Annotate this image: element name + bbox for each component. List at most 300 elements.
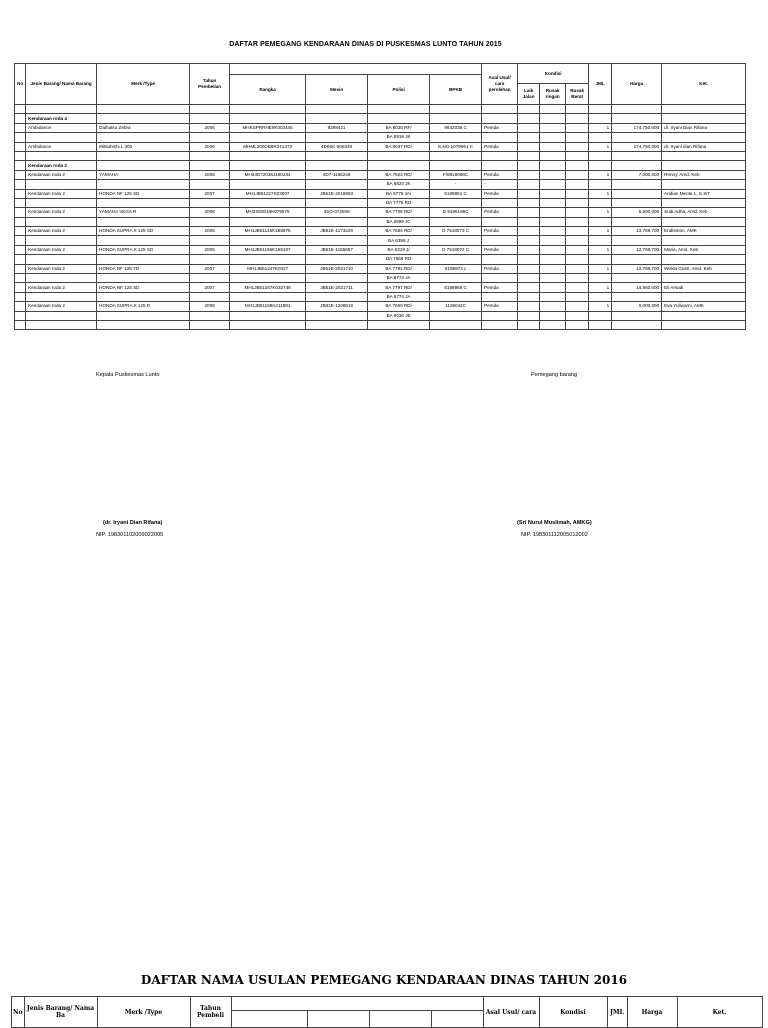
cell-merk [97, 255, 190, 264]
cell-harga: 14,960,000 [612, 283, 662, 292]
cell-tahun [190, 292, 230, 301]
table-row [15, 311, 746, 320]
cell-jenis [26, 311, 97, 320]
cell-rangka [230, 198, 306, 207]
cell-bpkb [430, 151, 482, 160]
cell-polisi: BA 7791 RD/ [368, 264, 430, 273]
left-signer-nip: NIP. 198301102009022005 [96, 532, 164, 538]
cell-polisi: BA 7708 RD/ [368, 208, 430, 217]
cell-mesin [306, 255, 368, 264]
spacer-cell [190, 105, 230, 114]
cell-rb [566, 151, 589, 160]
cell-rangka [230, 311, 306, 320]
cell-mesin [306, 161, 368, 170]
cell-ket [662, 320, 746, 329]
cell-bpkb [430, 292, 482, 301]
cell-harga: 6,500,000 [612, 208, 662, 217]
cell-jml: 1 [589, 189, 612, 198]
cell-no [15, 189, 26, 198]
right-signer-role: Pemegang barang [531, 372, 578, 378]
cell-no [15, 208, 26, 217]
cell-ket: Andian Meota L, S.SiT [662, 189, 746, 198]
cell-rb [566, 302, 589, 311]
spacer-cell [15, 105, 26, 114]
cell-ket [662, 161, 746, 170]
cell-tahun: 2007 [190, 189, 230, 198]
cell-jenis [26, 274, 97, 283]
header2-jenis: Jenis Barang/ Nama Ba [24, 997, 97, 1028]
cell-laik [518, 302, 540, 311]
cell-asal [482, 236, 518, 245]
cell-mesin [306, 236, 368, 245]
cell-tahun: 2008 [190, 302, 230, 311]
cell-rr [540, 292, 566, 301]
cell-merk [97, 114, 190, 123]
cell-harga [612, 255, 662, 264]
cell-laik [518, 133, 540, 142]
cell-polisi: BA 6774 JA [368, 292, 430, 301]
vehicle-table [14, 63, 746, 330]
table-row [15, 123, 746, 132]
cell-jenis: Kendaraan roda 2 [26, 161, 97, 170]
cell-tahun [190, 180, 230, 189]
cell-mesin: 4D56C-808340 [306, 142, 368, 151]
cell-jml: 1 [589, 142, 612, 151]
cell-tahun: 2006 [190, 123, 230, 132]
table-row [15, 292, 746, 301]
spacer-cell [430, 105, 482, 114]
cell-rangka [230, 320, 306, 329]
cell-tahun: 2006 [190, 142, 230, 151]
cell-harga [612, 320, 662, 329]
cell-tahun [190, 217, 230, 226]
header-harga: Harga [612, 64, 662, 105]
table-row [15, 114, 746, 123]
cell-polisi [368, 161, 430, 170]
cell-no [15, 198, 26, 207]
cell-ket [662, 274, 746, 283]
cell-rangka [230, 217, 306, 226]
cell-rb [566, 292, 589, 301]
header2-jml: JML [607, 997, 627, 1028]
table-row [15, 151, 746, 160]
document-title: DAFTAR PEMEGANG KENDARAAN DINAS DI PUSKESMAS LUNTO TAHUN 2015 [229, 41, 502, 48]
cell-polisi: BA 7797 RD/ [368, 283, 430, 292]
cell-mesin [306, 151, 368, 160]
table-row [15, 189, 746, 198]
spacer-cell [97, 105, 190, 114]
table-row [15, 198, 746, 207]
cell-polisi: BA 8037 RD/ [368, 142, 430, 151]
cell-rangka: MHML300DB6R241373 [230, 142, 306, 151]
cell-ket: Renny, Amd. Keb [662, 170, 746, 179]
cell-laik [518, 311, 540, 320]
cell-merk: HONDA SUPRA X 125 SD [97, 245, 190, 254]
spacer-cell [566, 105, 589, 114]
cell-mesin: JB51E-1173229 [306, 227, 368, 236]
cell-jml [589, 311, 612, 320]
cell-jml [589, 320, 612, 329]
cell-laik [518, 114, 540, 123]
cell-no [15, 170, 26, 179]
cell-rr [540, 311, 566, 320]
cell-jenis: Kendaraan roda 2 [26, 189, 97, 198]
cell-rangka [230, 255, 306, 264]
cell-ket [662, 292, 746, 301]
spacer-cell [589, 105, 612, 114]
header-laik: Laik Jalan [518, 84, 540, 105]
cell-laik [518, 217, 540, 226]
cell-tahun [190, 114, 230, 123]
header-nomor-blank [230, 64, 482, 75]
second-document-title: DAFTAR NAMA USULAN PEMEGANG KENDARAAN DINAS TAHUN 2016 [140, 973, 628, 987]
cell-asal: Pemda [482, 302, 518, 311]
cell-rb [566, 161, 589, 170]
table-body [15, 114, 746, 330]
cell-rr [540, 189, 566, 198]
cell-harga [612, 274, 662, 283]
cell-bpkb [430, 217, 482, 226]
cell-no [15, 236, 26, 245]
cell-mesin: JB51E-2018863 [306, 189, 368, 198]
header-jenis: Jenis Barang/ Nama Barang [26, 64, 97, 105]
spacer-cell [662, 105, 746, 114]
cell-bpkb [430, 236, 482, 245]
spacer-cell [368, 105, 430, 114]
cell-bpkb [430, 320, 482, 329]
cell-jenis [26, 151, 97, 160]
cell-rb [566, 274, 589, 283]
table-row [15, 236, 746, 245]
table-row [15, 283, 746, 292]
header-bpkb: BPKB [430, 75, 482, 105]
cell-asal [482, 217, 518, 226]
table-row [15, 255, 746, 264]
cell-harga [612, 198, 662, 207]
cell-asal: - [482, 180, 518, 189]
cell-mesin [306, 180, 368, 189]
cell-mesin [306, 114, 368, 123]
cell-merk [97, 217, 190, 226]
header2-harga: Harga [627, 997, 677, 1028]
cell-jml: 1 [589, 208, 612, 217]
cell-rr [540, 255, 566, 264]
cell-laik [518, 180, 540, 189]
cell-merk: HONDA NF 125 SD [97, 283, 190, 292]
cell-rangka [230, 180, 306, 189]
cell-rr [540, 236, 566, 245]
cell-merk: HONDA NF 125 SD [97, 189, 190, 198]
cell-rr [540, 283, 566, 292]
cell-bpkb: 6199851 C [430, 189, 482, 198]
cell-bpkb [430, 198, 482, 207]
cell-mesin: 3SO-072508 [306, 208, 368, 217]
table-row [15, 170, 746, 179]
cell-mesin [306, 292, 368, 301]
cell-rangka: MH1JB51267K032746 [230, 283, 306, 292]
cell-bpkb: D 7518072 C [430, 245, 482, 254]
cell-jenis: Kendaraan roda 4 [26, 114, 97, 123]
cell-polisi: BA 7684 RD/ [368, 227, 430, 236]
cell-bpkb [430, 133, 482, 142]
cell-merk: Mitsubishi L 300 [97, 142, 190, 151]
cell-laik [518, 292, 540, 301]
cell-asal [482, 274, 518, 283]
cell-polisi: BA 6030 JE [368, 311, 430, 320]
cell-harga [612, 236, 662, 245]
cell-rr [540, 114, 566, 123]
cell-jenis [26, 292, 97, 301]
cell-merk: YAMAHA [97, 170, 190, 179]
table-row [15, 208, 746, 217]
cell-ket: Maria, Amd. Keb [662, 245, 746, 254]
cell-rangka [230, 161, 306, 170]
cell-laik [518, 255, 540, 264]
cell-rb [566, 236, 589, 245]
cell-polisi: BA 7666 RD [368, 255, 430, 264]
cell-laik [518, 170, 540, 179]
cell-asal: Pemda [482, 227, 518, 236]
cell-jenis: Kendaraan roda 2 [26, 245, 97, 254]
cell-jenis [26, 255, 97, 264]
cell-no [15, 320, 26, 329]
cell-jenis: Ambulance [26, 142, 97, 151]
cell-tahun [190, 236, 230, 245]
cell-no [15, 283, 26, 292]
cell-harga: 13,768,700 [612, 245, 662, 254]
cell-jenis: Ambulance [26, 123, 97, 132]
header2-merk: Merk /Type [97, 997, 190, 1028]
header-tahun: Tahun Pembelian [190, 64, 230, 105]
cell-no [15, 264, 26, 273]
cell-mesin [306, 274, 368, 283]
cell-mesin [306, 198, 368, 207]
header2-blank [369, 1011, 431, 1028]
cell-jml: 1 [589, 302, 612, 311]
header2-asal: Asal Usul/ cara [483, 997, 539, 1028]
cell-merk [97, 198, 190, 207]
cell-rangka: MHKSPRRHE6K003445 [230, 123, 306, 132]
cell-harga: 9,000,000 [612, 302, 662, 311]
cell-rb [566, 133, 589, 142]
cell-jenis: Kendaraan roda 2 [26, 283, 97, 292]
cell-harga [612, 189, 662, 198]
header2-ket: Ket. [677, 997, 762, 1028]
cell-polisi [368, 114, 430, 123]
header-rusak-ringan: Rusak ringan [540, 84, 566, 105]
cell-rb [566, 180, 589, 189]
table-header [15, 64, 746, 114]
cell-merk: HONDA SUPRA X 125 D [97, 302, 190, 311]
cell-harga [612, 217, 662, 226]
cell-rr [540, 123, 566, 132]
cell-tahun [190, 151, 230, 160]
cell-ket: dr. Iryani Dian Rifana [662, 123, 746, 132]
cell-rr [540, 161, 566, 170]
cell-mesin: 9298421 [306, 123, 368, 132]
cell-ket: Endismon, AMK [662, 227, 746, 236]
cell-jenis: Kendaraan roda 2 [26, 264, 97, 273]
header2-blank [431, 1011, 483, 1028]
cell-tahun: 2007 [190, 264, 230, 273]
header-ket: Ket. [662, 64, 746, 105]
cell-ket: Welda Gusri, Amd. Keb [662, 264, 746, 273]
cell-rr [540, 217, 566, 226]
cell-jml [589, 236, 612, 245]
cell-no [15, 245, 26, 254]
second-table-header [11, 996, 763, 1028]
cell-polisi [368, 320, 430, 329]
cell-laik [518, 320, 540, 329]
cell-asal [482, 255, 518, 264]
cell-tahun: 2005 [190, 245, 230, 254]
cell-rangka: MH34D72038J180234 [230, 170, 306, 179]
cell-no [15, 274, 26, 283]
cell-harga: 174,750,000 [612, 123, 662, 132]
cell-tahun: 2008 [190, 208, 230, 217]
table-row [15, 245, 746, 254]
cell-tahun [190, 198, 230, 207]
cell-ket [662, 114, 746, 123]
spacer-cell [230, 105, 306, 114]
cell-merk [97, 151, 190, 160]
cell-ket [662, 151, 746, 160]
header-kondisi: Kondisi [518, 64, 589, 84]
table-row [15, 180, 746, 189]
cell-rb [566, 264, 589, 273]
header-merk: Merk /Type [97, 64, 190, 105]
cell-jml [589, 198, 612, 207]
cell-rb [566, 311, 589, 320]
left-signer-role: Kepala Puskesmas Lunto [96, 372, 160, 378]
cell-bpkb: D 9196185C [430, 208, 482, 217]
cell-ket [662, 180, 746, 189]
cell-rb [566, 198, 589, 207]
cell-jenis: Kendaraan roda 2 [26, 227, 97, 236]
cell-polisi: BA 6775 JA/ [368, 189, 430, 198]
cell-merk: HONDA SUPRA X 125 SD [97, 227, 190, 236]
cell-ket: Eva Yuliwarni, AMK [662, 302, 746, 311]
cell-no [15, 161, 26, 170]
cell-no [15, 311, 26, 320]
cell-jml [589, 133, 612, 142]
cell-laik [518, 274, 540, 283]
cell-asal [482, 151, 518, 160]
cell-no [15, 151, 26, 160]
cell-rangka: MH1JB81168K211881 [230, 302, 306, 311]
cell-polisi: BA 8918 JK [368, 133, 430, 142]
cell-harga [612, 161, 662, 170]
cell-tahun [190, 320, 230, 329]
cell-jenis: Kendaraan roda 2 [26, 302, 97, 311]
header-no: No [15, 64, 26, 105]
cell-merk: HONDA NF 125 TD [97, 264, 190, 273]
cell-jml: 1 [589, 283, 612, 292]
cell-jml [589, 180, 612, 189]
cell-harga [612, 151, 662, 160]
cell-jml: 1 [589, 123, 612, 132]
header2-blank [231, 1011, 307, 1028]
cell-rr [540, 320, 566, 329]
cell-merk [97, 180, 190, 189]
cell-mesin [306, 320, 368, 329]
header2-tahun: Tahun Pembeli [190, 997, 231, 1028]
cell-polisi: BA 8030 RF/ [368, 123, 430, 132]
cell-asal: Pemda [482, 170, 518, 179]
cell-merk [97, 320, 190, 329]
cell-laik [518, 227, 540, 236]
cell-asal: Pemda [482, 283, 518, 292]
cell-rb [566, 283, 589, 292]
table-row [15, 217, 746, 226]
cell-bpkb [430, 255, 482, 264]
cell-jml [589, 255, 612, 264]
cell-ket [662, 133, 746, 142]
cell-jenis [26, 198, 97, 207]
cell-harga [612, 292, 662, 301]
table-row [15, 264, 746, 273]
table-row [15, 274, 746, 283]
cell-jenis [26, 236, 97, 245]
header-polisi: Polisi [368, 75, 430, 105]
table-row [15, 133, 746, 142]
cell-bpkb: 6198966 C [430, 283, 482, 292]
cell-rangka [230, 274, 306, 283]
cell-jenis: Kendaraan roda 2 [26, 170, 97, 179]
cell-no [15, 180, 26, 189]
cell-merk [97, 133, 190, 142]
cell-harga: 13,768,700 [612, 264, 662, 273]
cell-bpkb: E.NO.1079961 C [430, 142, 482, 151]
cell-mesin [306, 311, 368, 320]
cell-jml: 1 [589, 264, 612, 273]
cell-laik [518, 208, 540, 217]
cell-mesin: JB51E-2021710 [306, 264, 368, 273]
table-row [15, 142, 746, 151]
cell-rb [566, 114, 589, 123]
cell-bpkb: D 7518073 C [430, 227, 482, 236]
cell-asal: Pemda [482, 189, 518, 198]
cell-laik [518, 151, 540, 160]
cell-bpkb [430, 114, 482, 123]
cell-ket [662, 198, 746, 207]
left-signer-name: (dr. Iryani Dian Rifana) [103, 520, 163, 526]
cell-asal [482, 311, 518, 320]
cell-rangka [230, 292, 306, 301]
cell-mesin: JB81E-1208619 [306, 302, 368, 311]
cell-no [15, 227, 26, 236]
header-asal: Asal Usul/ cara perolehan [482, 64, 518, 105]
cell-merk [97, 161, 190, 170]
cell-rangka: MH33S0016K075579 [230, 208, 306, 217]
cell-rr [540, 151, 566, 160]
cell-merk: Daihatsu Zebra [97, 123, 190, 132]
header2-nomor-blank [231, 997, 483, 1011]
cell-harga: 7,000,000 [612, 170, 662, 179]
cell-rb [566, 217, 589, 226]
cell-polisi: BA 7650 RD/ [368, 302, 430, 311]
cell-jml: 1 [589, 245, 612, 254]
cell-jml: 1 [589, 170, 612, 179]
cell-rangka [230, 151, 306, 160]
cell-tahun: 2008 [190, 170, 230, 179]
cell-rr [540, 198, 566, 207]
cell-rr [540, 180, 566, 189]
cell-no [15, 133, 26, 142]
cell-harga: 174,750,000 [612, 142, 662, 151]
cell-rr [540, 208, 566, 217]
cell-ket [662, 311, 746, 320]
